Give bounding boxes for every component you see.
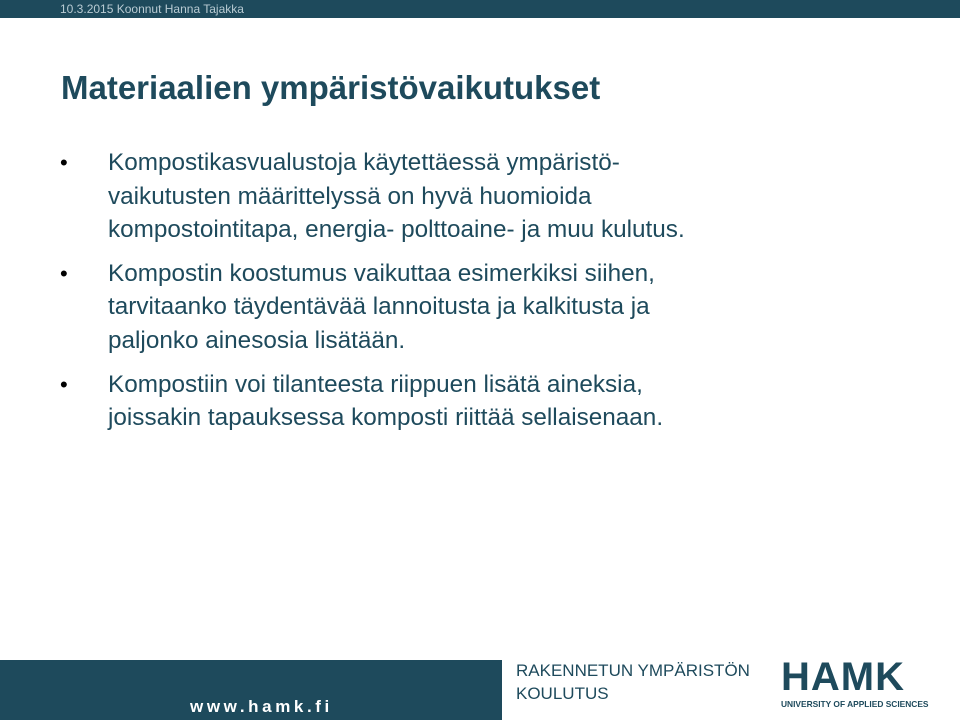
slide-title: Materiaalien ympäristövaikutukset — [61, 69, 601, 106]
bullet-item — [60, 368, 930, 435]
bullet-line: Kompostiin voi tilanteesta riippuen lisätä aineksia, — [108, 370, 643, 398]
bullet-item — [60, 257, 930, 358]
bullet-dot-icon: • — [60, 150, 68, 175]
bullet-line: vaikutusten määrittelyssä on hyvä huomioida — [108, 182, 592, 210]
bullet-line: Kompostikasvualustoja käytettäessä ympäristö- — [108, 149, 620, 176]
bullet-dot-icon: • — [60, 260, 68, 286]
bullet-item — [60, 146, 930, 247]
bullet-line: Kompostin koostumus vaikuttaa esimerkiksi siihen, — [108, 259, 655, 287]
department-line: KOULUTUS — [516, 684, 609, 703]
bullet-line: kompostointitapa, energia- polttoaine- ja muu kulutus. — [108, 216, 685, 244]
department-label — [516, 659, 750, 705]
department-line: RAKENNETUN YMPÄRISTÖN — [516, 661, 750, 680]
logo-wordmark: HAMK — [781, 655, 905, 699]
bullet-line: joissakin tapauksessa komposti riittää sellaisenaan. — [108, 404, 664, 432]
top-bar — [0, 0, 960, 18]
hamk-logo — [781, 657, 929, 710]
website-link[interactable]: www.hamk.fi — [190, 697, 333, 716]
logo-subtitle: UNIVERSITY OF APPLIED SCIENCES — [781, 699, 929, 709]
bullet-dot-icon: • — [60, 371, 68, 397]
bullet-list — [60, 146, 930, 445]
bullet-line: paljonko ainesosia lisätään. — [108, 326, 406, 354]
bullet-line: tarvitaanko täydentävää lannoitusta ja kalkitusta ja — [108, 293, 650, 321]
header-date-author: 10.3.2015 Koonnut Hanna Tajakka — [60, 2, 244, 16]
footer-brand-panel — [502, 647, 960, 720]
